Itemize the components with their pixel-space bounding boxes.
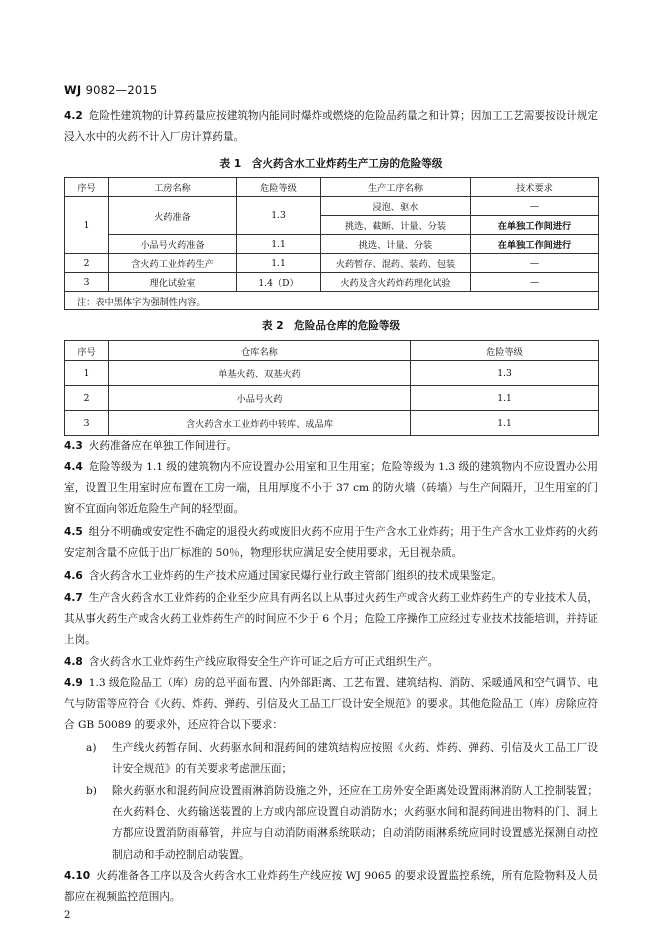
clause-4-5	[64, 522, 598, 564]
table-note-row	[65, 292, 599, 310]
seq-cell: 1	[65, 361, 109, 386]
hazard-level-cell: 1.3	[411, 361, 599, 386]
clause-4-9-item-b	[86, 781, 598, 866]
clause-number: 4.5	[64, 526, 83, 538]
header-cell: 危险等级	[411, 341, 599, 361]
clause-text: 火药准备应在单独工作间进行。	[88, 440, 238, 452]
process-cell: 浸泡、驱水	[321, 197, 471, 216]
requirement-cell: —	[471, 254, 599, 273]
header-cell: 仓库名称	[109, 341, 411, 361]
process-cell: 挑选、截断、计量、分装	[321, 216, 471, 235]
clause-4-4	[64, 457, 598, 521]
table-row	[65, 361, 599, 386]
hazard-level-cell: 1.4（D）	[237, 273, 321, 292]
requirement-cell: —	[471, 273, 599, 292]
header-cell: 生产工序名称	[321, 178, 471, 197]
clause-4-7	[64, 588, 598, 652]
clause-text: 含火药含水工业炸药的生产技术应通过国家民爆行业行政主管部门组织的技术成果鉴定。	[88, 570, 502, 582]
page-number: 2	[64, 910, 71, 921]
clause-number: 4.10	[64, 870, 91, 882]
workshop-name-cell: 小品号火药准备	[109, 235, 237, 254]
process-cell: 火药暂存、混药、装药、包装	[321, 254, 471, 273]
item-text: 生产线火药暂存间、火药驱水间和混药间的建筑结构应按照《火药、炸药、弹药、引信及火工品工厂设计安全规范》的有关要求考虑泄压面；	[112, 742, 598, 776]
clause-text: 危险性建筑物的计算药量应按建筑物内能同时爆炸或燃烧的危险品药量之和计算；因加工工艺需要按设计规定浸入水中的火药不计入厂房计算药量。	[64, 110, 598, 144]
clause-text: 火药准备各工序以及含火药含水工业炸药生产线应按 WJ 9065 的要求设置监控系统，所有危险物料及人员都应在视频监控范围内。	[64, 870, 598, 904]
clause-4-2	[64, 106, 598, 148]
hazard-level-cell: 1.1	[411, 386, 599, 411]
process-cell: 挑选、计量、分装	[321, 235, 471, 254]
seq-cell: 1	[65, 197, 109, 254]
table-header-row	[65, 341, 599, 361]
clause-4-8	[64, 652, 598, 673]
clause-4-3	[64, 436, 598, 457]
standard-code-prefix: WJ	[64, 83, 82, 97]
item-text: 除火药驱水和混药间应设置雨淋消防设施之外，还应在工房外安全距离处设置雨淋消防人工控制装置；在火药料仓、火药输送装置的上方或内部应设置自动消防水；火药驱水间和混药间进出物料的门、洞上方都应设置消防雨幕管，并应与自动消防雨淋系统联动；自动消防雨淋系统应同时设置感光探测自动控制启动和手动控制启动装置。	[112, 785, 598, 861]
item-label: a)	[86, 742, 97, 754]
requirement-cell-mandatory: 在单独工作间进行	[471, 235, 599, 254]
seq-cell: 3	[65, 411, 109, 436]
table-row	[65, 254, 599, 273]
header-cell: 危险等级	[237, 178, 321, 197]
table1-caption: 表 1 含火药含水工业炸药生产工房的危险等级	[219, 158, 443, 170]
seq-cell: 3	[65, 273, 109, 292]
table-row	[65, 273, 599, 292]
workshop-name-cell: 理化试验室	[109, 273, 237, 292]
workshop-name-cell: 火药准备	[109, 197, 237, 235]
hazard-level-cell: 1.3	[237, 197, 321, 235]
table-note: 注：表中黑体字为强制性内容。	[65, 292, 599, 310]
requirement-cell: —	[471, 197, 599, 216]
header-cell: 技术要求	[471, 178, 599, 197]
requirement-cell-mandatory: 在单独工作间进行	[471, 216, 599, 235]
clause-number: 4.7	[64, 592, 83, 604]
table-row	[65, 197, 599, 216]
clause-text: 危险等级为 1.1 级的建筑物内不应设置办公用室和卫生用室；危险等级为 1.3 级的建筑物内不应设置办公用室，设置卫生用室时应布置在工房一端，且用厚度不小于 37 cm 的防火墙（砖墙）与生产间隔开，卫生用室的门窗不宜面向邻近危险生产间的轻型面。	[64, 461, 598, 516]
clause-text: 1.3 级危险品工（库）房的总平面布置、内外部距离、工艺布置、建筑结构、消防、采暖通风和空气调节、电气与防雷等应符合《火药、炸药、弹药、引信及火工品工厂设计安全规范》的要求。其他危险品工（库）房除应符合 GB 50089 的要求外，还应符合以下要求：	[64, 677, 598, 732]
warehouse-name-cell: 含火药含水工业炸药中转库、成品库	[109, 411, 411, 436]
clause-number: 4.2	[64, 110, 83, 122]
clause-text: 组分不明确或安定性不确定的退役火药或废旧火药不应用于生产含水工业炸药；用于生产含水工业炸药的火药安定剂含量不应低于出厂标准的 50％，物理形状应满足安全使用要求，无目视杂质。	[64, 526, 598, 560]
workshop-name-cell: 含火药工业炸药生产	[109, 254, 237, 273]
clause-4-10	[64, 866, 598, 908]
table2-caption: 表 2 危险品仓库的危险等级	[261, 320, 401, 332]
standard-code-header	[64, 83, 157, 97]
clause-number: 4.9	[64, 677, 83, 689]
clause-text: 生产含火药含水工业炸药的企业至少应具有两名以上从事过火药生产或含火药工业炸药生产的专业技术人员，其从事火药生产或含火药工业炸药生产的时间应不少于 6 个月；危险工序操作工应经过专业技术技能培训，并持证上岗。	[64, 592, 598, 647]
standard-code-number: 9082—2015	[85, 83, 158, 97]
clause-number: 4.8	[64, 656, 83, 668]
table2-warehouse-hazard-levels	[64, 340, 599, 436]
process-cell: 火药及含火药炸药理化试验	[321, 273, 471, 292]
table-row	[65, 235, 599, 254]
item-label: b)	[86, 785, 97, 797]
clause-text: 含火药含水工业炸药生产线应取得安全生产许可证之后方可正式组织生产。	[88, 656, 439, 668]
clause-number: 4.4	[64, 461, 83, 473]
warehouse-name-cell: 单基火药、双基火药	[109, 361, 411, 386]
table-header-row	[65, 178, 599, 197]
header-cell: 序号	[65, 341, 109, 361]
table-row	[65, 411, 599, 436]
clause-number: 4.3	[64, 440, 83, 452]
hazard-level-cell: 1.1	[237, 254, 321, 273]
hazard-level-cell: 1.1	[411, 411, 599, 436]
header-cell: 序号	[65, 178, 109, 197]
clause-4-9-item-a	[86, 738, 598, 780]
seq-cell: 2	[65, 386, 109, 411]
seq-cell: 2	[65, 254, 109, 273]
clause-4-9	[64, 673, 598, 737]
table1-hazard-levels	[64, 177, 599, 310]
warehouse-name-cell: 小品号火药	[109, 386, 411, 411]
table-row	[65, 386, 599, 411]
header-cell: 工房名称	[109, 178, 237, 197]
clause-4-6	[64, 566, 598, 587]
hazard-level-cell: 1.1	[237, 235, 321, 254]
clause-number: 4.6	[64, 570, 83, 582]
